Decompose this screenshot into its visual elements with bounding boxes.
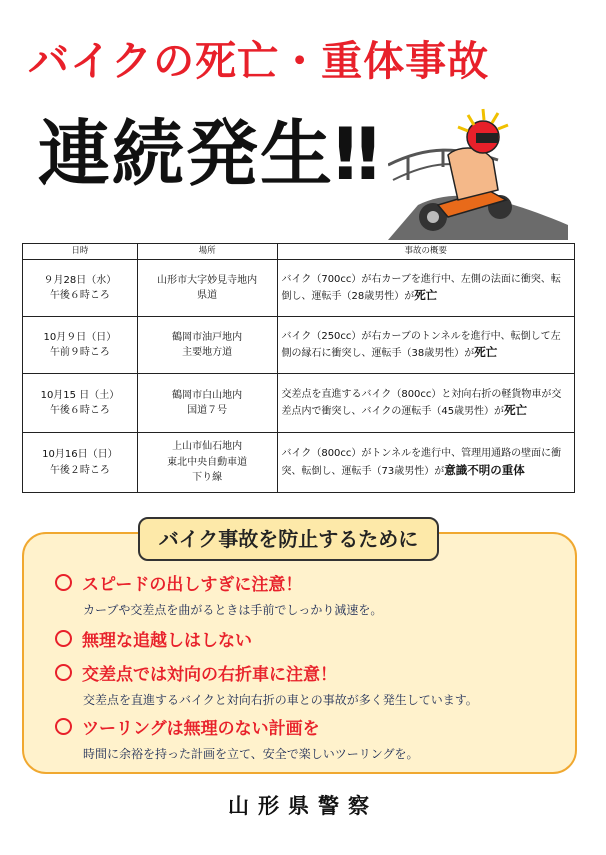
tip-touring (55, 714, 419, 762)
tip-intersection (55, 660, 478, 708)
row-date: 10月15 日（土） (40, 389, 120, 401)
footer-organization: 山形県警察 (228, 794, 378, 818)
row-time: 午後２時ころ (49, 464, 110, 476)
row-place: 上山市仙石地内 (172, 441, 243, 453)
table-row (23, 433, 575, 493)
table-row (23, 317, 575, 374)
row-time: 午後６時ころ (49, 290, 110, 302)
table-row (23, 374, 575, 433)
row-time: 午前９時ころ (49, 347, 110, 359)
row-time: 午後６時ころ (49, 405, 110, 417)
circle-bullet-icon (55, 718, 72, 735)
header-place: 場所 (137, 244, 277, 260)
headline: バイクの死亡・重体事故 (28, 37, 490, 85)
row-summary: バイク（700cc）が右カーブを進行中、左側の法面に衝突、転倒し、運転手（28歳男性）が (281, 273, 561, 303)
prevention-heading: バイク事故を防止するために (138, 517, 439, 561)
row-place: 鶴岡市油戸地内 (172, 331, 243, 343)
row-road: 東北中央自動車道 (167, 456, 248, 468)
row-outcome: 死亡 (504, 403, 528, 418)
row-place: 山形市大字妙見寺地内 (157, 274, 258, 286)
header-summary: 事故の概要 (277, 244, 574, 260)
row-place: 鶴岡市白山地内 (172, 389, 243, 401)
row-outcome: 死亡 (474, 345, 498, 360)
accident-table (22, 243, 575, 493)
row-date: 10月16日（日） (42, 449, 118, 461)
tip-title: ツーリングは無理のない計画を (82, 719, 320, 739)
tip-overtaking (55, 626, 252, 651)
row-road: 県道 (197, 290, 218, 302)
motorcycle-rider-illustration (388, 105, 568, 240)
row-outcome: 死亡 (414, 288, 438, 303)
table-row (23, 260, 575, 317)
tip-sub: 時間に余裕を持った計画を立て、安全で楽しいツーリングを。 (83, 747, 419, 761)
tip-title: スピードの出しすぎに注意！ (82, 575, 303, 595)
row-date: 10月９日（日） (43, 331, 117, 343)
row-road: 主要地方道 (182, 347, 233, 359)
header-date: 日時 (23, 244, 138, 260)
circle-bullet-icon (55, 664, 72, 681)
circle-bullet-icon (55, 574, 72, 591)
row-date: ９月28日（水） (43, 274, 117, 286)
row-direction: 下り線 (192, 472, 223, 484)
tip-speed (55, 570, 382, 618)
row-outcome: 意識不明の重体 (444, 462, 525, 477)
tip-sub: カーブや交差点を曲がるときは手前でしっかり減速を。 (83, 603, 383, 617)
subheadline: 連続発生‼ (38, 112, 382, 196)
tip-title: 無理な追越しはしない (82, 631, 252, 651)
row-road: 国道７号 (187, 405, 228, 417)
tip-sub: 交差点を直進するバイクと対向右折の車との事故が多く発生しています。 (83, 693, 478, 707)
row-summary: バイク（250cc）が右カーブのトンネルを進行中、転倒して左側の縁石に衝突し、運転手（38歳男性）が (281, 330, 561, 360)
row-summary: バイク（800cc）がトンネルを進行中、管理用通路の壁面に衝突、転倒し、運転手（73歳男性）が (281, 448, 562, 477)
row-summary: 交差点を直進するバイク（800cc）と対向右折の軽貨物車が交差点内で衝突し、バイクの運転手（45歳男性）が (281, 388, 562, 418)
tip-title: 交差点では対向の右折車に注意！ (82, 665, 337, 685)
circle-bullet-icon (55, 630, 72, 647)
